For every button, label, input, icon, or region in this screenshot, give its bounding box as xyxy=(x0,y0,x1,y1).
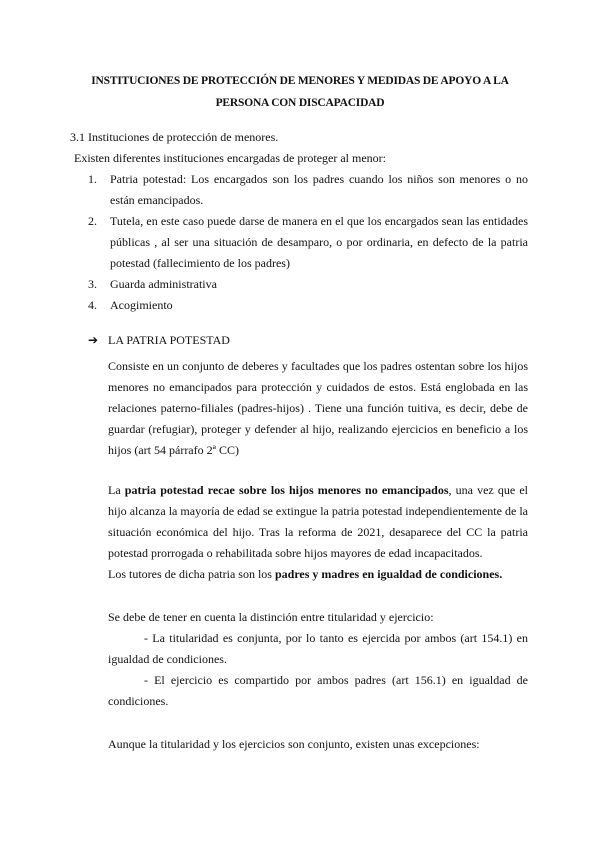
distinction-item-2: - El ejercicio es compartido por ambos padres (art 156.1) en igualdad de condiciones. xyxy=(108,673,528,708)
list-text: Guarda administrativa xyxy=(110,277,217,291)
patria-heading-text: LA PATRIA POTESTAD xyxy=(108,333,230,347)
para2-text: , una vez que el hijo alcanza la mayoría de edad se extingue la patria potestad independientemente de la situación económica del hijo. Tras la reforma de 2021, desaparece del CC la patria potestad prorrogada o rehabilitada sobre hijos mayores de edad incapacitados. xyxy=(108,483,529,560)
arrow-right-icon: ➔ xyxy=(88,333,99,347)
list-number: 2. xyxy=(88,214,97,228)
section-heading: 3.1 Instituciones de protección de menores. xyxy=(70,130,279,144)
institutions-list xyxy=(70,169,528,316)
list-item xyxy=(70,211,528,274)
list-text: Acogimiento xyxy=(110,298,173,312)
list-number: 1. xyxy=(88,172,97,186)
list-item xyxy=(70,295,528,316)
list-number: 3. xyxy=(88,277,97,291)
list-text: Patria potestad: Los encargados son los padres cuando los niños son menores o no están emancipados. xyxy=(110,172,528,207)
patria-paragraph-5: Aunque la titularidad y los ejercicios son conjunto, existen unas excepciones: xyxy=(108,737,480,751)
list-item xyxy=(70,169,528,211)
patria-paragraph-1: Consiste en un conjunto de deberes y facultades que los padres ostentan sobre los hijos menores no emancipados para protección y cuidados de estos. Está englobada en las relaciones paterno-filiales (padres-hijos) . Tiene una función tuitiva, es decir, debe de guardar (refugiar), proteger y defender al hijo, realizando ejercicios en beneficio a los hijos (art 54 párrafo 2ª CC) xyxy=(108,359,528,457)
title-line-1: INSTITUCIONES DE PROTECCIÓN DE MENORES Y MEDIDAS DE APOYO A LA xyxy=(91,75,509,87)
list-number: 4. xyxy=(88,298,97,312)
para3-bold: padres y madres en igualdad de condiciones. xyxy=(274,567,503,581)
para2-text: La xyxy=(108,483,125,497)
document-title xyxy=(70,70,530,114)
patria-paragraph-3 xyxy=(108,564,528,585)
patria-paragraph-2 xyxy=(108,480,528,564)
title-line-2: PERSONA CON DISCAPACIDAD xyxy=(215,97,385,109)
para3-text: Los tutores de dicha patria son los xyxy=(108,567,275,581)
list-item xyxy=(70,274,528,295)
section-intro: Existen diferentes instituciones encargadas de proteger al menor: xyxy=(74,151,386,165)
list-text: Tutela, en este caso puede darse de manera en el que los encargados sean las entidades públicas , al ser una situación de desamparo, o por ordinaria, en defecto de la patria potestad (fallecimiento de los padres) xyxy=(110,214,528,270)
para2-bold: patria potestad recae sobre los hijos menores no emancipados xyxy=(124,483,449,497)
distinction-item-1: - La titularidad es conjunta, por lo tanto es ejercida por ambos (art 154.1) en igualdad de condiciones. xyxy=(108,631,528,666)
patria-heading xyxy=(88,330,230,351)
patria-paragraph-4: Se debe de tener en cuenta la distinción entre titularidad y ejercicio: xyxy=(108,610,434,624)
